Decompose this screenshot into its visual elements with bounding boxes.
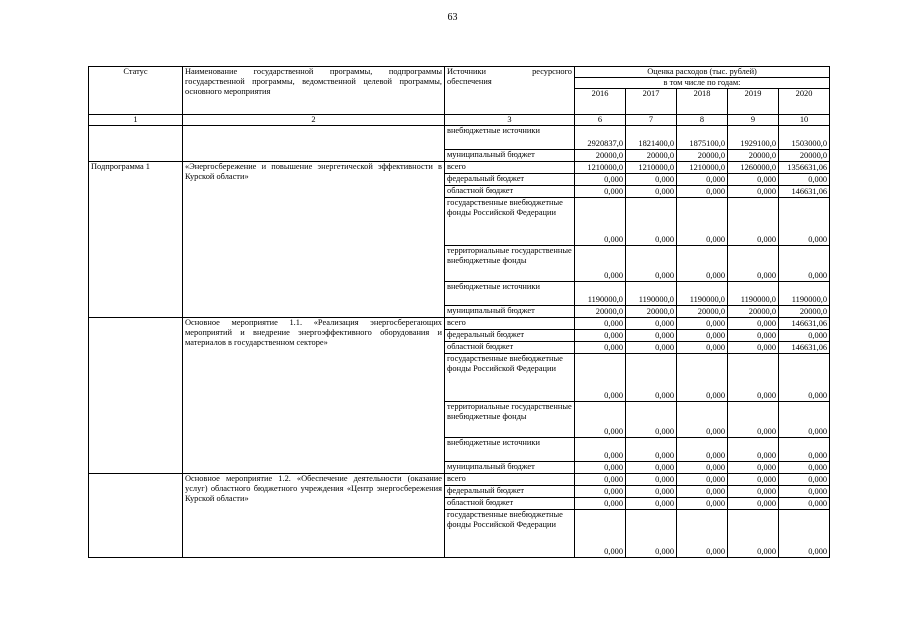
amount-cell: 0,000 bbox=[728, 462, 779, 474]
amount-cell: 0,000 bbox=[626, 462, 677, 474]
amount-cell: 20000,0 bbox=[626, 306, 677, 318]
amount-cell: 0,000 bbox=[626, 498, 677, 510]
amount-cell: 1190000,0 bbox=[677, 282, 728, 306]
amount-cell: 0,000 bbox=[728, 198, 779, 246]
amount-cell: 0,000 bbox=[779, 354, 830, 402]
amount-cell: 0,000 bbox=[728, 438, 779, 462]
budget-table-body bbox=[89, 126, 830, 558]
amount-cell: 0,000 bbox=[728, 510, 779, 558]
amount-cell: 0,000 bbox=[626, 354, 677, 402]
funding-source-cell: федеральный бюджет bbox=[445, 486, 575, 498]
header-year: 2017 bbox=[626, 89, 677, 115]
amount-cell: 0,000 bbox=[575, 246, 626, 282]
header-name: Наименование государственной программы, подпрограммы государственной программы, ведомственной целевой программы, основного мероприятия bbox=[183, 67, 445, 115]
amount-cell: 0,000 bbox=[677, 438, 728, 462]
funding-source-cell: областной бюджет bbox=[445, 498, 575, 510]
amount-cell: 0,000 bbox=[575, 486, 626, 498]
amount-cell: 1190000,0 bbox=[779, 282, 830, 306]
funding-source-cell: внебюджетные источники bbox=[445, 126, 575, 150]
table-row bbox=[89, 126, 830, 150]
amount-cell: 0,000 bbox=[779, 246, 830, 282]
amount-cell: 0,000 bbox=[677, 246, 728, 282]
amount-cell: 20000,0 bbox=[779, 306, 830, 318]
funding-source-cell: федеральный бюджет bbox=[445, 330, 575, 342]
amount-cell: 2920837,0 bbox=[575, 126, 626, 150]
amount-cell: 0,000 bbox=[575, 174, 626, 186]
funding-source-cell: всего bbox=[445, 162, 575, 174]
funding-source-cell: территориальные государственные внебюджетные фонды bbox=[445, 246, 575, 282]
amount-cell: 20000,0 bbox=[779, 150, 830, 162]
amount-cell: 0,000 bbox=[575, 342, 626, 354]
funding-source-cell: федеральный бюджет bbox=[445, 174, 575, 186]
amount-cell: 0,000 bbox=[626, 198, 677, 246]
amount-cell: 0,000 bbox=[575, 498, 626, 510]
amount-cell: 20000,0 bbox=[728, 306, 779, 318]
amount-cell: 20000,0 bbox=[575, 150, 626, 162]
amount-cell: 0,000 bbox=[677, 198, 728, 246]
amount-cell: 20000,0 bbox=[728, 150, 779, 162]
program-name-cell: Основное мероприятие 1.1. «Реализация энергосберегающих мероприятий и внедрение энергоэффективного оборудования и материалов в государственном секторе» bbox=[183, 318, 445, 474]
amount-cell: 0,000 bbox=[626, 318, 677, 330]
amount-cell: 20000,0 bbox=[575, 306, 626, 318]
amount-cell: 0,000 bbox=[779, 486, 830, 498]
amount-cell: 146631,06 bbox=[779, 318, 830, 330]
column-number: 2 bbox=[183, 115, 445, 126]
amount-cell: 0,000 bbox=[575, 474, 626, 486]
amount-cell: 0,000 bbox=[728, 354, 779, 402]
table-row bbox=[89, 474, 830, 486]
status-cell bbox=[89, 126, 183, 162]
amount-cell: 0,000 bbox=[728, 330, 779, 342]
amount-cell: 0,000 bbox=[728, 318, 779, 330]
amount-cell: 0,000 bbox=[728, 486, 779, 498]
amount-cell: 0,000 bbox=[779, 402, 830, 438]
amount-cell: 0,000 bbox=[677, 354, 728, 402]
amount-cell: 1821400,0 bbox=[626, 126, 677, 150]
amount-cell: 1929100,0 bbox=[728, 126, 779, 150]
header-year: 2020 bbox=[779, 89, 830, 115]
funding-source-cell: муниципальный бюджет bbox=[445, 306, 575, 318]
amount-cell: 0,000 bbox=[779, 174, 830, 186]
amount-cell: 0,000 bbox=[677, 498, 728, 510]
amount-cell: 0,000 bbox=[575, 330, 626, 342]
amount-cell: 0,000 bbox=[779, 330, 830, 342]
amount-cell: 20000,0 bbox=[677, 306, 728, 318]
amount-cell: 1190000,0 bbox=[626, 282, 677, 306]
amount-cell: 0,000 bbox=[728, 402, 779, 438]
amount-cell: 0,000 bbox=[779, 474, 830, 486]
amount-cell: 20000,0 bbox=[626, 150, 677, 162]
amount-cell: 0,000 bbox=[677, 402, 728, 438]
amount-cell: 0,000 bbox=[575, 186, 626, 198]
amount-cell: 0,000 bbox=[728, 474, 779, 486]
header-by-years: в том числе по годам: bbox=[575, 78, 830, 89]
program-name-cell bbox=[183, 126, 445, 162]
amount-cell: 146631,06 bbox=[779, 342, 830, 354]
amount-cell: 0,000 bbox=[728, 246, 779, 282]
table-row bbox=[89, 318, 830, 330]
funding-source-cell: территориальные государственные внебюджетные фонды bbox=[445, 402, 575, 438]
amount-cell: 0,000 bbox=[626, 510, 677, 558]
amount-cell: 1210000,0 bbox=[575, 162, 626, 174]
budget-table bbox=[88, 66, 830, 558]
amount-cell: 1260000,0 bbox=[728, 162, 779, 174]
funding-source-cell: государственные внебюджетные фонды Российской Федерации bbox=[445, 354, 575, 402]
table-row bbox=[89, 162, 830, 174]
column-number: 7 bbox=[626, 115, 677, 126]
amount-cell: 1210000,0 bbox=[626, 162, 677, 174]
header-year: 2019 bbox=[728, 89, 779, 115]
amount-cell: 0,000 bbox=[575, 354, 626, 402]
column-number: 6 bbox=[575, 115, 626, 126]
amount-cell: 0,000 bbox=[779, 198, 830, 246]
status-cell bbox=[89, 318, 183, 474]
amount-cell: 0,000 bbox=[626, 486, 677, 498]
amount-cell: 0,000 bbox=[779, 510, 830, 558]
amount-cell: 146631,06 bbox=[779, 186, 830, 198]
amount-cell: 0,000 bbox=[626, 330, 677, 342]
funding-source-cell: муниципальный бюджет bbox=[445, 462, 575, 474]
amount-cell: 0,000 bbox=[575, 402, 626, 438]
amount-cell: 1356631,06 bbox=[779, 162, 830, 174]
funding-source-cell: областной бюджет bbox=[445, 186, 575, 198]
header-year: 2016 bbox=[575, 89, 626, 115]
amount-cell: 0,000 bbox=[677, 318, 728, 330]
amount-cell: 0,000 bbox=[626, 174, 677, 186]
amount-cell: 0,000 bbox=[575, 462, 626, 474]
amount-cell: 0,000 bbox=[728, 498, 779, 510]
amount-cell: 0,000 bbox=[677, 462, 728, 474]
amount-cell: 1210000,0 bbox=[677, 162, 728, 174]
status-cell: Подпрограмма 1 bbox=[89, 162, 183, 318]
funding-source-cell: государственные внебюджетные фонды Российской Федерации bbox=[445, 510, 575, 558]
amount-cell: 0,000 bbox=[626, 342, 677, 354]
amount-cell: 0,000 bbox=[575, 318, 626, 330]
amount-cell: 0,000 bbox=[779, 462, 830, 474]
amount-cell: 0,000 bbox=[677, 186, 728, 198]
amount-cell: 0,000 bbox=[677, 474, 728, 486]
funding-source-cell: областной бюджет bbox=[445, 342, 575, 354]
column-number: 3 bbox=[445, 115, 575, 126]
amount-cell: 0,000 bbox=[728, 174, 779, 186]
amount-cell: 0,000 bbox=[575, 198, 626, 246]
funding-source-cell: внебюджетные источники bbox=[445, 438, 575, 462]
amount-cell: 0,000 bbox=[728, 186, 779, 198]
header-estimate: Оценка расходов (тыс. рублей) bbox=[575, 67, 830, 78]
amount-cell: 1503000,0 bbox=[779, 126, 830, 150]
amount-cell: 0,000 bbox=[677, 342, 728, 354]
amount-cell: 0,000 bbox=[626, 246, 677, 282]
amount-cell: 20000,0 bbox=[677, 150, 728, 162]
program-name-cell: Основное мероприятие 1.2. «Обеспечение деятельности (оказание услуг) областного бюджетного учреждения «Центр энергосбережения Курской области» bbox=[183, 474, 445, 558]
header-year: 2018 bbox=[677, 89, 728, 115]
funding-source-cell: всего bbox=[445, 474, 575, 486]
amount-cell: 0,000 bbox=[575, 510, 626, 558]
header-sources: Источники ресурсного обеспечения bbox=[445, 67, 575, 115]
program-name-cell: «Энергосбережение и повышение энергетической эффективности в Курской области» bbox=[183, 162, 445, 318]
amount-cell: 1190000,0 bbox=[728, 282, 779, 306]
funding-source-cell: муниципальный бюджет bbox=[445, 150, 575, 162]
amount-cell: 1190000,0 bbox=[575, 282, 626, 306]
amount-cell: 0,000 bbox=[677, 174, 728, 186]
amount-cell: 0,000 bbox=[575, 438, 626, 462]
column-number: 10 bbox=[779, 115, 830, 126]
header-status: Статус bbox=[89, 67, 183, 115]
amount-cell: 0,000 bbox=[677, 510, 728, 558]
funding-source-cell: внебюджетные источники bbox=[445, 282, 575, 306]
funding-source-cell: всего bbox=[445, 318, 575, 330]
status-cell bbox=[89, 474, 183, 558]
amount-cell: 1875100,0 bbox=[677, 126, 728, 150]
column-number: 1 bbox=[89, 115, 183, 126]
column-number: 9 bbox=[728, 115, 779, 126]
amount-cell: 0,000 bbox=[626, 438, 677, 462]
amount-cell: 0,000 bbox=[779, 438, 830, 462]
amount-cell: 0,000 bbox=[626, 186, 677, 198]
amount-cell: 0,000 bbox=[626, 474, 677, 486]
funding-source-cell: государственные внебюджетные фонды Российской Федерации bbox=[445, 198, 575, 246]
column-number: 8 bbox=[677, 115, 728, 126]
page-number: 63 bbox=[447, 12, 458, 23]
amount-cell: 0,000 bbox=[677, 330, 728, 342]
amount-cell: 0,000 bbox=[626, 402, 677, 438]
amount-cell: 0,000 bbox=[779, 498, 830, 510]
amount-cell: 0,000 bbox=[677, 486, 728, 498]
amount-cell: 0,000 bbox=[728, 342, 779, 354]
